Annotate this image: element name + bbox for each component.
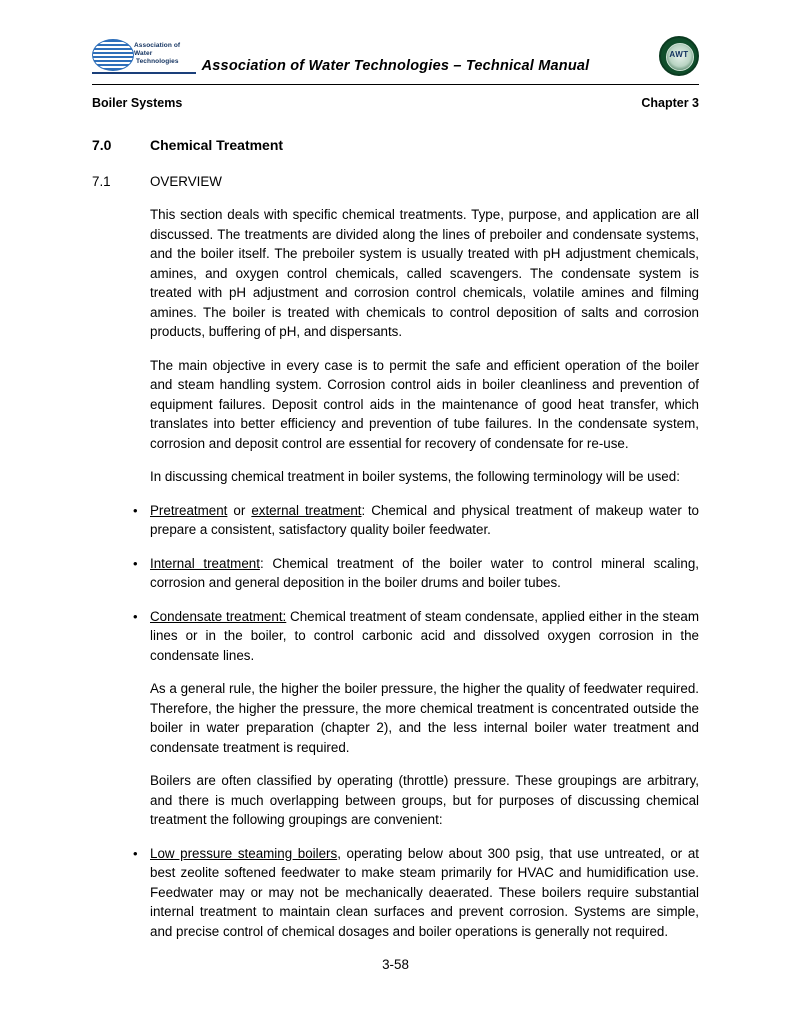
running-head-left: Boiler Systems xyxy=(92,96,183,110)
page-header xyxy=(92,36,699,88)
awt-seal-logo xyxy=(659,36,699,76)
term-definition: : Chemical treatment of the boiler water to control mineral scaling, corrosion and general deposition in the boiler drums and boiler tubes. xyxy=(150,555,699,590)
running-head-right: Chapter 3 xyxy=(641,96,699,110)
page-content xyxy=(92,136,699,941)
term-label: Low pressure steaming boilers xyxy=(150,845,338,861)
section-title: Chemical Treatment xyxy=(150,137,284,153)
boiler-groupings-list xyxy=(92,844,699,942)
header-divider xyxy=(92,84,699,85)
term-label-alt: external treatment xyxy=(251,502,362,518)
subsection-title: OVERVIEW xyxy=(150,173,222,189)
list-item xyxy=(92,554,699,593)
term-label: Condensate treatment: xyxy=(150,608,287,624)
paragraph: Boilers are often classified by operating (throttle) pressure. These groupings are arbitrary, and there is much overlapping between groups, but for purposes of discussing chemical treatment the following groupings are convenient: xyxy=(150,773,699,827)
list-item xyxy=(92,607,699,666)
term-definition: : Chemical and physical treatment of makeup water to prepare a consistent, satisfactory quality boiler feedwater. xyxy=(150,502,699,537)
term-definition: Chemical treatment of steam condensate, applied either in the steam lines or in the boiler, to control carbonic acid and dissolved oxygen corrosion in the condensate lines. xyxy=(150,608,699,663)
section-heading xyxy=(92,136,699,156)
section-number: 7.0 xyxy=(92,137,112,153)
page-footer xyxy=(0,957,791,972)
paragraph: In discussing chemical treatment in boiler systems, the following terminology will be used: xyxy=(150,469,680,484)
term-label: Internal treatment xyxy=(150,555,260,571)
paragraph: As a general rule, the higher the boiler pressure, the higher the quality of feedwater required. Therefore, the higher the pressure, the more chemical treatment is concentrated outside the boiler in water preparation (chapter 2), and the less internal boiler water treatment and condensate treatment is required. xyxy=(150,681,699,755)
paragraph: The main objective in every case is to permit the safe and efficient operation of the boiler and steam handling system. Corrosion control aids in boiler cleanliness and prevention of equipment failures. Deposit control aids in the maintenance of good heat transfer, which translates into better efficiency and prevention of tube failures. In the condensate system, corrosion and deposit control are essential for recovery of condensate for re-use. xyxy=(150,357,699,451)
paragraph: This section deals with specific chemical treatments. Type, purpose, and application are all discussed. The treatments are divided along the lines of preboiler and condensate systems, and the boiler itself. The preboiler system is usually treated with pH adjustment chemicals, amines, and oxygen control chemicals, called scavengers. The condensate system is treated with pH adjustment and corrosion control chemicals, volatile amines and filming amines. The boiler is treated with chemicals to control deposition of salts and corrosion products, buffering of pH, and dispersants. xyxy=(150,207,699,339)
terminology-list xyxy=(92,501,699,666)
awt-seal-icon xyxy=(659,36,699,76)
term-connector: or xyxy=(227,502,252,518)
term-definition: , operating below about 300 psig, that use untreated, or at best zeolite softened feedwater to make steam primarily for HVAC and humidification use. Feedwater may or may not be mechanically deaerated. These boilers require substantial internal treatment to maintain clean surfaces and prevent corrosion. Systems are simple, and precise control of chemical dosages and boiler operations is generally not required. xyxy=(150,845,700,939)
page-number: 3-58 xyxy=(382,957,409,972)
subsection-number: 7.1 xyxy=(92,173,111,189)
bullet-icon: • xyxy=(133,555,138,571)
logo-line-1: Association of Water xyxy=(134,42,181,57)
list-item xyxy=(92,501,699,540)
seal-abbreviation: AWT xyxy=(669,50,689,59)
bullet-icon: • xyxy=(133,608,138,624)
term-label: Pretreatment xyxy=(150,502,228,518)
list-item xyxy=(92,844,699,942)
bullet-icon: • xyxy=(133,845,138,861)
bullet-icon: • xyxy=(133,502,138,518)
running-head xyxy=(92,96,699,110)
manual-title: Association of Water Technologies – Technical Manual xyxy=(201,58,590,74)
logo-line-2: Technologies xyxy=(136,58,179,65)
subsection-heading xyxy=(92,172,699,192)
